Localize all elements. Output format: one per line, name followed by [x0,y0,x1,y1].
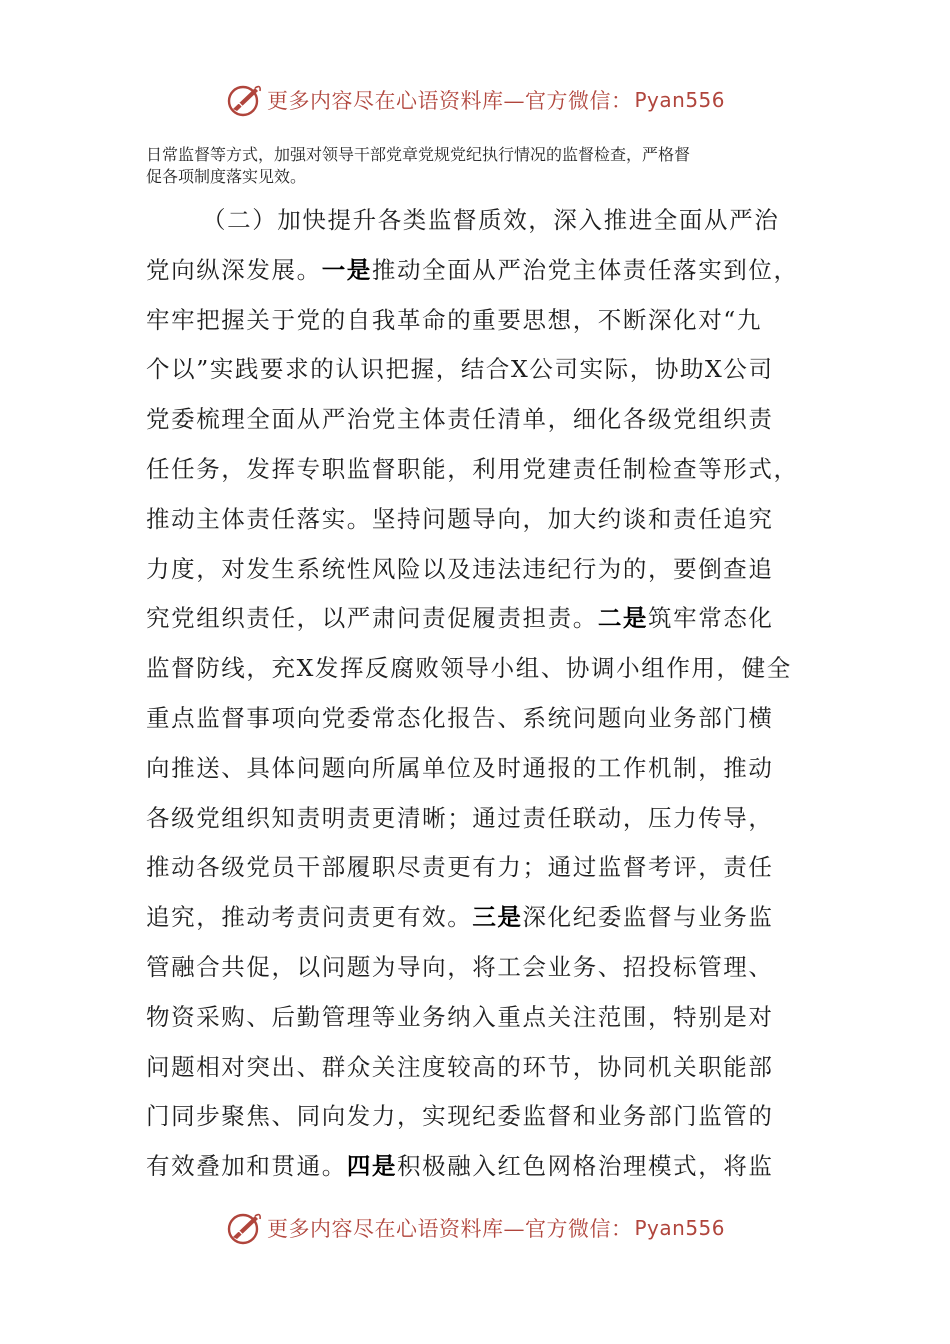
body-text-segment: 各级党组织知责明责更清晰；通过责任联动，压力传导， [146,803,774,832]
body-text-segment: 任任务，发挥专职监督职能，利用党建责任制检查等形式， [146,454,799,483]
body-text-segment: 个以”实践要求的认识把握，结合X公司实际，协助X公司 [146,355,774,384]
body-line [146,694,816,744]
body-line [146,1043,816,1093]
body-line [146,993,816,1043]
body-line [146,445,816,495]
body-text-segment: 监督防线，充X发挥反腐败领导小组、协调小组作用，健全 [146,654,792,683]
intro-line: 日常监督等方式，加强对领导干部党章党规党纪执行情况的监督检查，严格督 [146,145,691,164]
body-line [146,296,816,346]
body-text-segment: 推动全面从严治党主体责任落实到位， [371,255,799,284]
body-line [146,1142,816,1192]
body-line [146,843,816,893]
watermark-wechat-id: Pyan556 [634,1216,725,1240]
body-text-segment: 推动主体责任落实。坚持问题导向，加大约谈和责任追究 [146,504,774,533]
body-line [146,345,816,395]
body-text-segment: 深化纪委监督与业务监 [522,903,774,932]
main-paragraph [146,196,816,1192]
quill-pen-logo-icon [225,1210,263,1246]
body-text-segment: 追究，推动考责问责更有效。 [146,903,473,932]
body-text-segment: 筑牢常态化 [648,604,774,633]
body-text-segment: 重点监督事项向党委常态化报告、系统问题向业务部门横 [146,703,774,732]
body-line [146,943,816,993]
watermark-text: 更多内容尽在心语资料库—官方微信： [266,1217,633,1241]
body-text-segment: 物资采购、后勤管理等业务纳入重点关注范围，特别是对 [146,1002,774,1031]
body-text-segment: 力度，对发生系统性风险以及违法违纪行为的，要倒查追 [146,554,774,583]
body-line [146,545,816,595]
header-watermark [0,80,950,120]
bold-enumerator: 三是 [472,903,523,932]
body-line [146,1092,816,1142]
body-text-segment: 有效叠加和贯通。 [146,1152,347,1181]
body-text-segment: 向推送、具体问题向所属单位及时通报的工作机制，推动 [146,753,774,782]
body-line [146,246,816,296]
body-text-segment: 问题相对突出、群众关注度较高的环节，协同机关职能部 [146,1052,774,1081]
body-text-segment: 积极融入红色网格治理模式，将监 [397,1152,774,1181]
body-line [146,395,816,445]
intro-paragraph [146,144,806,188]
body-line [146,495,816,545]
body-text-segment: 党委梳理全面从严治党主体责任清单，细化各级党组织责 [146,405,774,434]
body-line [146,744,816,794]
body-text-segment: 党向纵深发展。 [146,255,322,284]
body-text-segment: 推动各级党员干部履职尽责更有力；通过监督考评，责任 [146,853,774,882]
bold-enumerator: 四是 [346,1152,398,1181]
body-line [146,794,816,844]
footer-watermark [0,1208,950,1248]
body-text-segment: 牢牢把握关于党的自我革命的重要思想，不断深化对“九 [146,305,763,334]
watermark-wechat-id: Pyan556 [634,88,725,112]
body-line [146,196,816,246]
body-line [146,644,816,694]
body-text-segment: 门同步聚焦、同向发力，实现纪委监督和业务部门监管的 [146,1102,774,1131]
body-line [146,594,816,644]
bold-enumerator: 二是 [597,604,649,633]
bold-enumerator: 一是 [321,255,372,284]
body-text-segment: 管融合共促，以问题为导向，将工会业务、招投标管理、 [146,952,774,981]
intro-line: 促各项制度落实见效。 [146,167,307,186]
body-text-segment: （二）加快提升各类监督质效，深入推进全面从严治 [202,206,780,234]
body-text-segment: 究党组织责任，以严肃问责促履责担责。 [146,604,598,633]
body-line [146,893,816,943]
watermark-text: 更多内容尽在心语资料库—官方微信： [266,89,633,113]
quill-pen-logo-icon [225,82,263,118]
